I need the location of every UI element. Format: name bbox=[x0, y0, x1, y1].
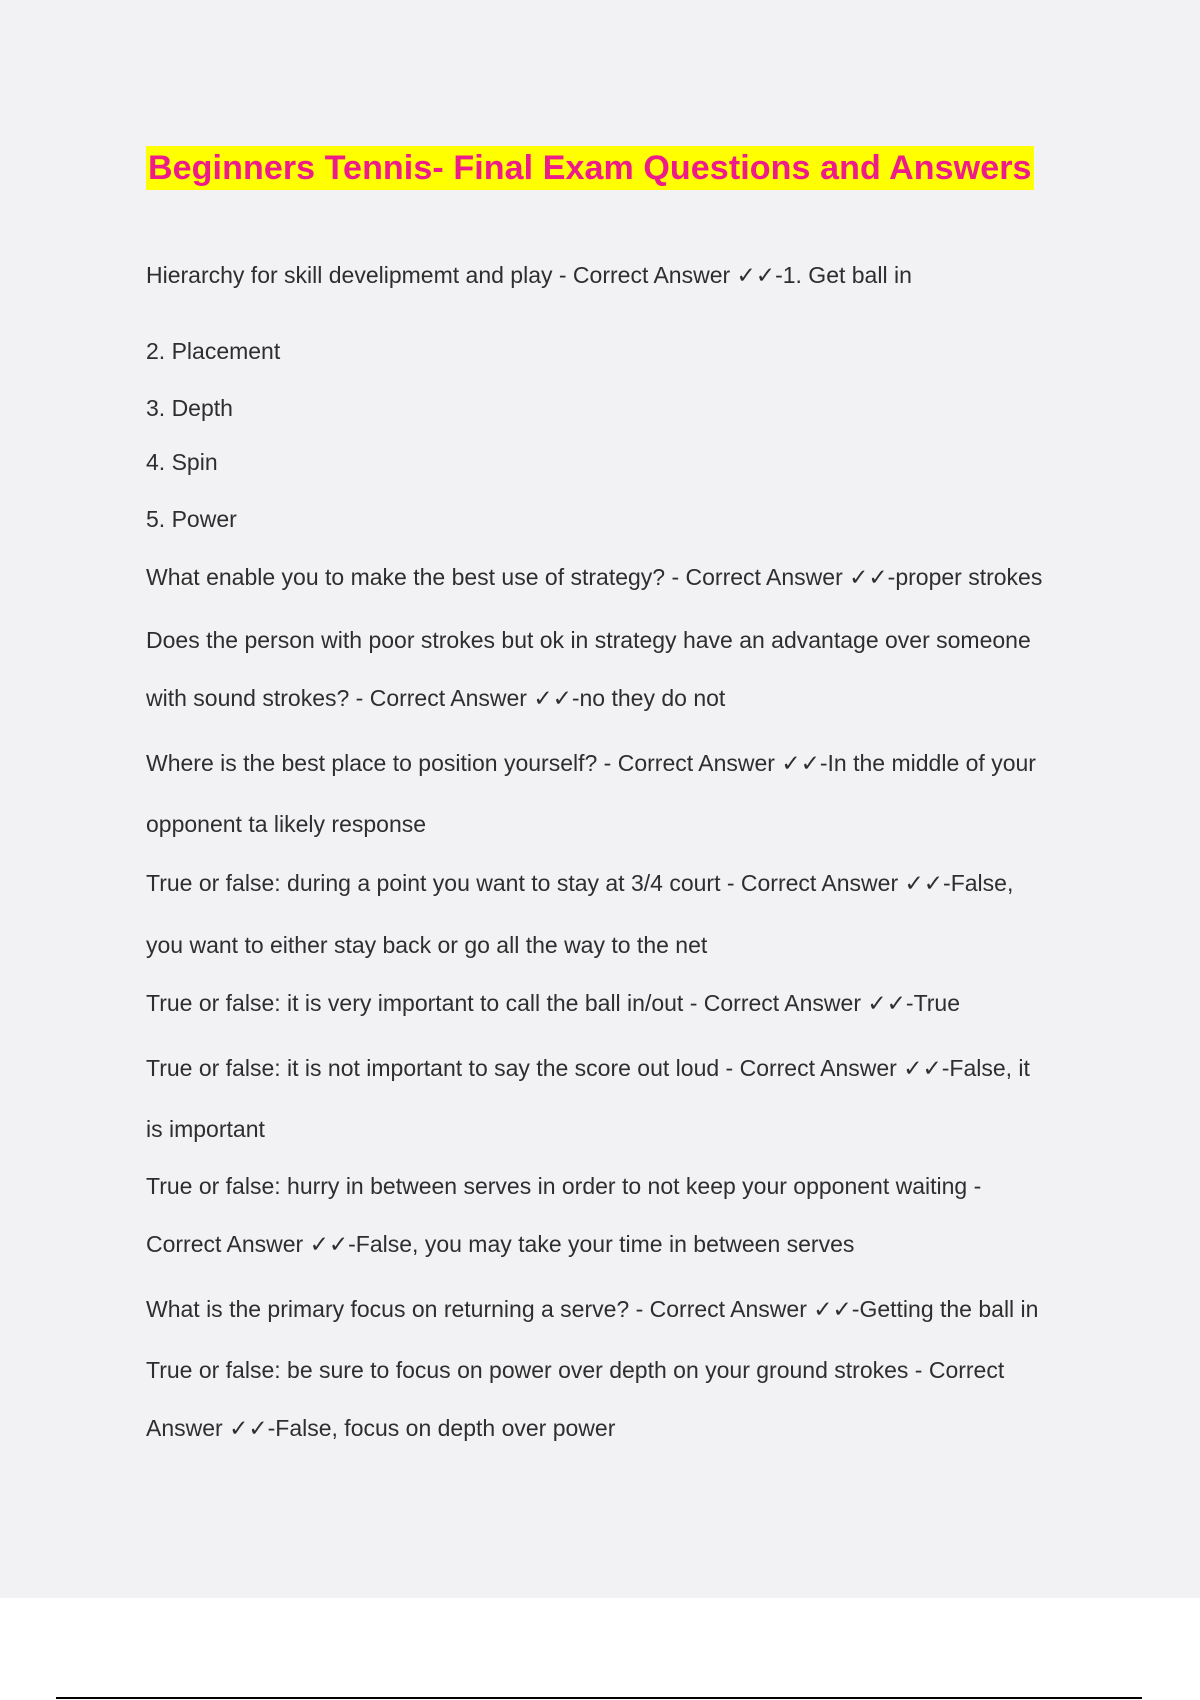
text-line: opponent ta likely response bbox=[146, 811, 427, 837]
footer-divider bbox=[56, 1697, 1142, 1699]
text-line: Does the person with poor strokes but ok in strategy have an advantage over someone bbox=[146, 627, 1031, 653]
text-line: True or false: it is very important to call the ball in/out - Correct Answer ✓✓-True bbox=[146, 990, 961, 1016]
text-line: Correct Answer ✓✓-False, you may take your time in between serves bbox=[146, 1231, 855, 1257]
title-highlight bbox=[146, 146, 1034, 190]
text-line: 5. Power bbox=[146, 506, 237, 532]
text-line: True or false: it is not important to say the score out loud - Correct Answer ✓✓-False, it bbox=[146, 1055, 1030, 1081]
text-line: 4. Spin bbox=[146, 449, 218, 475]
text-line: 2. Placement bbox=[146, 338, 281, 364]
document-title: Beginners Tennis- Final Exam Questions and Answers bbox=[148, 148, 1032, 187]
text-line: What enable you to make the best use of strategy? - Correct Answer ✓✓-proper strokes bbox=[146, 564, 1043, 590]
text-line: Hierarchy for skill develipmemt and play - Correct Answer ✓✓-1. Get ball in bbox=[146, 262, 912, 288]
text-line: with sound strokes? - Correct Answer ✓✓-no they do not bbox=[146, 685, 726, 711]
text-line: True or false: during a point you want to stay at 3/4 court - Correct Answer ✓✓-False, bbox=[146, 870, 1014, 896]
text-line: True or false: be sure to focus on power over depth on your ground strokes - Correct bbox=[146, 1357, 1005, 1383]
text-line: What is the primary focus on returning a serve? - Correct Answer ✓✓-Getting the ball in bbox=[146, 1296, 1039, 1322]
text-line: you want to either stay back or go all the way to the net bbox=[146, 932, 708, 958]
text-line: is important bbox=[146, 1116, 265, 1142]
text-line: True or false: hurry in between serves in order to not keep your opponent waiting - bbox=[146, 1173, 982, 1199]
text-line: 3. Depth bbox=[146, 395, 233, 421]
text-line: Answer ✓✓-False, focus on depth over power bbox=[146, 1415, 616, 1441]
text-line: Where is the best place to position yourself? - Correct Answer ✓✓-In the middle of your bbox=[146, 750, 1036, 776]
